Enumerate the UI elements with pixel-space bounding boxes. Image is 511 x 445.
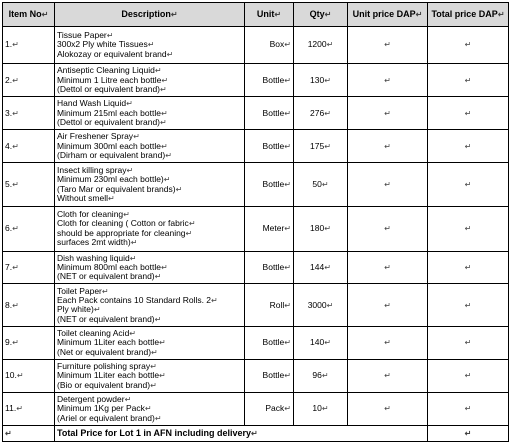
- unit-price-cell: [348, 27, 428, 64]
- paragraph-mark: ↵: [464, 179, 472, 189]
- table-row: [3, 130, 509, 163]
- paragraph-mark: ↵: [12, 224, 19, 233]
- unit-value: Roll: [269, 299, 285, 310]
- qty-cell: [294, 64, 348, 97]
- description-line: [57, 348, 242, 357]
- paragraph-mark: ↵: [324, 75, 331, 85]
- paragraph-mark: ↵: [160, 141, 168, 151]
- paragraph-mark: ↵: [384, 404, 391, 414]
- paragraph-mark: ↵: [464, 40, 472, 50]
- total-price-cell: [428, 97, 509, 130]
- total-price-cell: [428, 327, 509, 360]
- paragraph-mark: ↵: [133, 132, 140, 142]
- paragraph-mark: ↵: [211, 295, 218, 305]
- paragraph-mark: ↵: [130, 237, 138, 247]
- description-line: [57, 315, 242, 324]
- paragraph-mark: ↵: [12, 75, 19, 85]
- description-text: Toilet cleaning Acid: [57, 328, 130, 339]
- qty-value: 144: [310, 261, 325, 272]
- description-line: [57, 118, 242, 127]
- unit-price-cell: [348, 251, 428, 284]
- paragraph-mark: ↵: [324, 262, 331, 272]
- paragraph-mark: ↵: [284, 224, 291, 233]
- qty-cell: [294, 284, 348, 327]
- unit-price-cell: [348, 163, 428, 207]
- item-number: 2.: [5, 74, 13, 85]
- unit-value: Bottle: [262, 337, 285, 348]
- description-line: [57, 50, 242, 59]
- paragraph-mark: ↵: [384, 262, 391, 272]
- paragraph-mark: ↵: [464, 108, 472, 118]
- paragraph-mark: ↵: [464, 75, 472, 85]
- paragraph-mark: ↵: [284, 141, 291, 151]
- unit-value: Bottle: [262, 140, 285, 151]
- unit-cell: [245, 360, 294, 393]
- description-text: Alokozay or equivalent brand: [57, 48, 167, 59]
- item-number-cell: [3, 327, 55, 360]
- qty-value: 276: [310, 107, 325, 118]
- table-row: [3, 327, 509, 360]
- paragraph-mark: ↵: [154, 272, 162, 282]
- description-text: Minimum 1Liter each bottle: [57, 370, 160, 381]
- item-number: 3.: [5, 107, 13, 118]
- paragraph-mark: ↵: [154, 66, 162, 76]
- paragraph-mark: ↵: [12, 108, 19, 118]
- description-cell: [55, 64, 245, 97]
- qty-value: 96: [312, 370, 322, 381]
- paragraph-mark: ↵: [384, 108, 391, 118]
- description-text: Each Pack contains 10 Standard Rolls. 2: [57, 294, 212, 305]
- paragraph-mark: ↵: [147, 40, 155, 50]
- total-amount-cell: [428, 426, 509, 442]
- paragraph-mark: ↵: [160, 108, 168, 118]
- unit-value: Bottle: [262, 261, 285, 272]
- item-number-cell: [3, 206, 55, 251]
- description-text: Minimum 230ml each bottle): [57, 174, 164, 185]
- item-number-cell: [3, 251, 55, 284]
- paragraph-mark: ↵: [124, 395, 132, 405]
- unit-cell: [245, 64, 294, 97]
- description-line: [57, 151, 242, 160]
- paragraph-mark: ↵: [160, 262, 168, 272]
- paragraph-mark: ↵: [464, 300, 472, 310]
- header-item-no: Item No↵: [3, 3, 55, 27]
- paragraph-mark: ↵: [497, 10, 505, 19]
- qty-value: 50: [312, 178, 322, 189]
- unit-cell: [245, 130, 294, 163]
- paragraph-mark: ↵: [12, 179, 19, 189]
- paragraph-mark: ↵: [16, 371, 24, 381]
- unit-price-cell: [348, 206, 428, 251]
- description-text: (Dettol or equivalent brand): [57, 116, 161, 127]
- unit-cell: [245, 284, 294, 327]
- description-text: surfaces 2mt width): [57, 236, 131, 247]
- total-price-cell: [428, 284, 509, 327]
- table-row: [3, 163, 509, 207]
- unit-value: Meter: [262, 223, 285, 233]
- qty-value: 130: [310, 74, 325, 85]
- description-cell: [55, 97, 245, 130]
- qty-value: 180: [310, 223, 325, 233]
- total-price-cell: [428, 206, 509, 251]
- item-number: 1.: [5, 39, 13, 50]
- paragraph-mark: ↵: [464, 262, 472, 272]
- description-text: Minimum 800ml each bottle: [57, 261, 161, 272]
- item-number: 6.: [5, 223, 13, 233]
- unit-cell: [245, 251, 294, 284]
- description-text: Minimum 1Liter each bottle: [57, 337, 160, 348]
- paragraph-mark: ↵: [129, 253, 137, 263]
- paragraph-mark: ↵: [163, 175, 171, 185]
- paragraph-mark: ↵: [154, 413, 162, 423]
- paragraph-mark: ↵: [126, 99, 133, 109]
- unit-price-cell: [348, 284, 428, 327]
- paragraph-mark: ↵: [159, 371, 166, 381]
- unit-price-cell: [348, 97, 428, 130]
- qty-cell: [294, 130, 348, 163]
- paragraph-mark: ↵: [384, 300, 391, 310]
- paragraph-mark: ↵: [12, 262, 19, 272]
- description-text: (NET or equivalent brand): [57, 271, 155, 282]
- item-number: 4.: [5, 140, 13, 151]
- paragraph-mark: ↵: [284, 179, 291, 189]
- unit-cell: [245, 393, 294, 426]
- paragraph-mark: ↵: [175, 184, 183, 194]
- table-row: [3, 284, 509, 327]
- description-text: Minimum 1Kg per Pack: [57, 403, 145, 414]
- description-line: [57, 238, 242, 247]
- paragraph-mark: ↵: [123, 210, 130, 220]
- unit-value: Bottle: [262, 74, 285, 85]
- paragraph-mark: ↵: [464, 371, 472, 381]
- paragraph-mark: ↵: [324, 338, 331, 348]
- paragraph-mark: ↵: [284, 75, 291, 85]
- paragraph-mark: ↵: [161, 75, 169, 85]
- description-text: (Dirham or equivalent brand): [57, 149, 166, 160]
- paragraph-mark: ↵: [151, 347, 158, 357]
- paragraph-mark: ↵: [284, 40, 291, 50]
- description-text: Ply white): [57, 304, 94, 315]
- paragraph-mark: ↵: [384, 75, 391, 85]
- description-cell: [55, 360, 245, 393]
- header-total-price: Total price DAP↵: [428, 3, 509, 27]
- description-cell: [55, 251, 245, 284]
- paragraph-mark: ↵: [160, 84, 167, 94]
- unit-price-cell: [348, 327, 428, 360]
- paragraph-mark: ↵: [284, 371, 291, 381]
- unit-value: Pack: [265, 403, 285, 414]
- qty-cell: [294, 251, 348, 284]
- description-line: [57, 85, 242, 94]
- description-text: (Bio or equivalent brand): [57, 379, 151, 390]
- paragraph-mark: ↵: [384, 40, 391, 50]
- paragraph-mark: ↵: [384, 338, 391, 348]
- paragraph-mark: ↵: [159, 338, 166, 348]
- paragraph-mark: ↵: [41, 10, 49, 19]
- qty-value: 140: [310, 337, 325, 348]
- total-price-cell: [428, 130, 509, 163]
- paragraph-mark: ↵: [101, 286, 109, 296]
- paragraph-mark: ↵: [324, 10, 332, 19]
- qty-value: 3000: [307, 299, 327, 310]
- qty-cell: [294, 360, 348, 393]
- paragraph-mark: ↵: [464, 338, 472, 348]
- item-number-cell: [3, 97, 55, 130]
- paragraph-mark: ↵: [284, 404, 291, 414]
- unit-price-cell: [348, 64, 428, 97]
- qty-cell: [294, 206, 348, 251]
- paragraph-mark: ↵: [166, 49, 174, 59]
- description-text: Without smell: [57, 192, 109, 203]
- paragraph-mark: ↵: [321, 371, 329, 381]
- table-row: [3, 251, 509, 284]
- description-cell: [55, 130, 245, 163]
- header-unit: Unit↵: [245, 3, 294, 27]
- item-number-cell: [3, 27, 55, 64]
- paragraph-mark: ↵: [129, 329, 136, 339]
- item-number-cell: [3, 130, 55, 163]
- description-text: Toilet Paper: [57, 285, 102, 296]
- paragraph-mark: ↵: [251, 428, 258, 438]
- paragraph-mark: ↵: [16, 404, 23, 414]
- qty-cell: [294, 163, 348, 207]
- paragraph-mark: ↵: [12, 338, 19, 348]
- paragraph-mark: ↵: [126, 165, 134, 175]
- description-text: Minimum 215ml each bottle: [57, 107, 161, 118]
- total-label-cell: [55, 426, 428, 442]
- qty-cell: [294, 327, 348, 360]
- description-text: Hand Wash Liquid: [57, 98, 127, 109]
- qty-cell: [294, 393, 348, 426]
- item-number: 9.: [5, 337, 13, 348]
- paragraph-mark: ↵: [464, 428, 472, 438]
- unit-price-cell: [348, 360, 428, 393]
- item-number-cell: [3, 393, 55, 426]
- header-qty: Qty↵: [294, 3, 348, 27]
- paragraph-mark: ↵: [415, 10, 423, 19]
- description-text: Cloth for cleaning ( Cotton or fabric: [57, 218, 189, 229]
- unit-value: Bottle: [262, 370, 285, 381]
- description-text: (Taro Mar or equivalent brands): [57, 183, 176, 194]
- paragraph-mark: ↵: [165, 150, 172, 160]
- total-price-cell: [428, 360, 509, 393]
- description-line: [57, 272, 242, 281]
- unit-value: Bottle: [262, 178, 285, 189]
- description-text: (Ariel or equivalent brand): [57, 412, 155, 423]
- unit-value: Box: [269, 39, 285, 50]
- paragraph-mark: ↵: [150, 380, 157, 390]
- paragraph-mark: ↵: [12, 300, 19, 310]
- table-row: [3, 64, 509, 97]
- item-number-cell: [3, 64, 55, 97]
- unit-value: Bottle: [262, 107, 285, 118]
- table-row: [3, 360, 509, 393]
- description-text: Tissue Paper: [57, 30, 107, 41]
- unit-cell: [245, 27, 294, 64]
- paragraph-mark: ↵: [326, 40, 334, 50]
- paragraph-mark: ↵: [150, 362, 157, 372]
- unit-price-cell: [348, 130, 428, 163]
- qty-value: 1200: [307, 39, 327, 50]
- header-description: Description↵: [55, 3, 245, 27]
- paragraph-mark: ↵: [326, 300, 334, 310]
- description-cell: [55, 284, 245, 327]
- description-text: (Dettol or equivalent brand): [57, 83, 161, 94]
- description-text: Furniture polishing spray: [57, 361, 151, 372]
- description-line: [57, 381, 242, 390]
- description-text: Minimum 1 Litre each bottle: [57, 74, 162, 85]
- description-text: (Net or equivalent brand): [57, 346, 152, 357]
- description-line: [57, 194, 242, 203]
- description-cell: [55, 327, 245, 360]
- item-number: 8.: [5, 299, 13, 310]
- description-text: Air Freshener Spray: [57, 131, 134, 142]
- paragraph-mark: ↵: [5, 428, 12, 438]
- paragraph-mark: ↵: [384, 179, 391, 189]
- paragraph-mark: ↵: [284, 300, 291, 310]
- table-row: [3, 97, 509, 130]
- item-number: 7.: [5, 261, 13, 272]
- description-text: (NET or equivalent brand): [57, 313, 155, 324]
- paragraph-mark: ↵: [464, 404, 472, 414]
- paragraph-mark: ↵: [324, 108, 331, 118]
- total-row: [3, 426, 509, 442]
- item-number: 10.: [5, 370, 17, 381]
- item-number: 5.: [5, 178, 13, 189]
- total-price-cell: [428, 393, 509, 426]
- description-text: Minimum 300ml each bottle: [57, 140, 161, 151]
- description-text: Insect killing spray: [57, 164, 127, 175]
- paragraph-mark: ↵: [12, 141, 19, 151]
- unit-cell: [245, 163, 294, 207]
- table-row: [3, 27, 509, 64]
- paragraph-mark: ↵: [321, 404, 329, 414]
- qty-value: 10: [312, 403, 322, 414]
- paragraph-mark: ↵: [464, 224, 472, 233]
- header-unit-price: Unit price DAP↵: [348, 3, 428, 27]
- qty-cell: [294, 27, 348, 64]
- paragraph-mark: ↵: [108, 193, 115, 203]
- paragraph-mark: ↵: [324, 141, 331, 151]
- paragraph-mark: ↵: [160, 117, 167, 127]
- unit-cell: [245, 97, 294, 130]
- paragraph-mark: ↵: [274, 10, 282, 19]
- total-price-cell: [428, 251, 509, 284]
- paragraph-mark: ↵: [284, 262, 291, 272]
- paragraph-mark: ↵: [321, 179, 329, 189]
- paragraph-mark: ↵: [12, 40, 19, 50]
- table-row: [3, 393, 509, 426]
- paragraph-mark: ↵: [106, 31, 114, 41]
- paragraph-mark: ↵: [384, 371, 391, 381]
- description-text: 300x2 Ply white Tissues: [57, 39, 148, 50]
- description-text: Antiseptic Cleaning Liquid: [57, 65, 155, 76]
- total-price-cell: [428, 163, 509, 207]
- paragraph-mark: ↵: [93, 305, 101, 315]
- description-text: should be appropriate for cleaning: [57, 227, 186, 238]
- item-number-cell: [3, 284, 55, 327]
- qty-value: 175: [310, 140, 325, 151]
- paragraph-mark: ↵: [384, 141, 391, 151]
- item-number-cell: [3, 163, 55, 207]
- unit-cell: [245, 327, 294, 360]
- table-body: [3, 27, 509, 442]
- total-label: Total Price for Lot 1 in AFN including delivery: [57, 427, 252, 438]
- paragraph-mark: ↵: [324, 224, 331, 233]
- paragraph-mark: ↵: [284, 338, 291, 348]
- header-row: [3, 3, 509, 27]
- paragraph-mark: ↵: [170, 10, 178, 19]
- description-text: Cloth for cleaning: [57, 209, 124, 220]
- description-cell: [55, 393, 245, 426]
- paragraph-mark: ↵: [384, 224, 391, 233]
- paragraph-mark: ↵: [464, 141, 472, 151]
- paragraph-mark: ↵: [144, 404, 152, 414]
- description-text: Detergent powder: [57, 394, 125, 405]
- description-text: Dish washing liquid: [57, 252, 130, 263]
- paragraph-mark: ↵: [154, 314, 162, 324]
- paragraph-mark: ↵: [185, 228, 193, 238]
- description-line: [57, 414, 242, 423]
- paragraph-mark: ↵: [284, 108, 291, 118]
- description-cell: [55, 163, 245, 207]
- unit-price-cell: [348, 393, 428, 426]
- description-cell: [55, 206, 245, 251]
- paragraph-mark: ↵: [188, 219, 196, 229]
- description-cell: [55, 27, 245, 64]
- unit-cell: [245, 206, 294, 251]
- qty-cell: [294, 97, 348, 130]
- total-price-cell: [428, 64, 509, 97]
- table-row: [3, 206, 509, 251]
- total-price-cell: [428, 27, 509, 64]
- total-item-cell: [3, 426, 55, 442]
- item-number-cell: [3, 360, 55, 393]
- price-schedule-table: [2, 2, 509, 442]
- item-number: 11.: [5, 403, 17, 414]
